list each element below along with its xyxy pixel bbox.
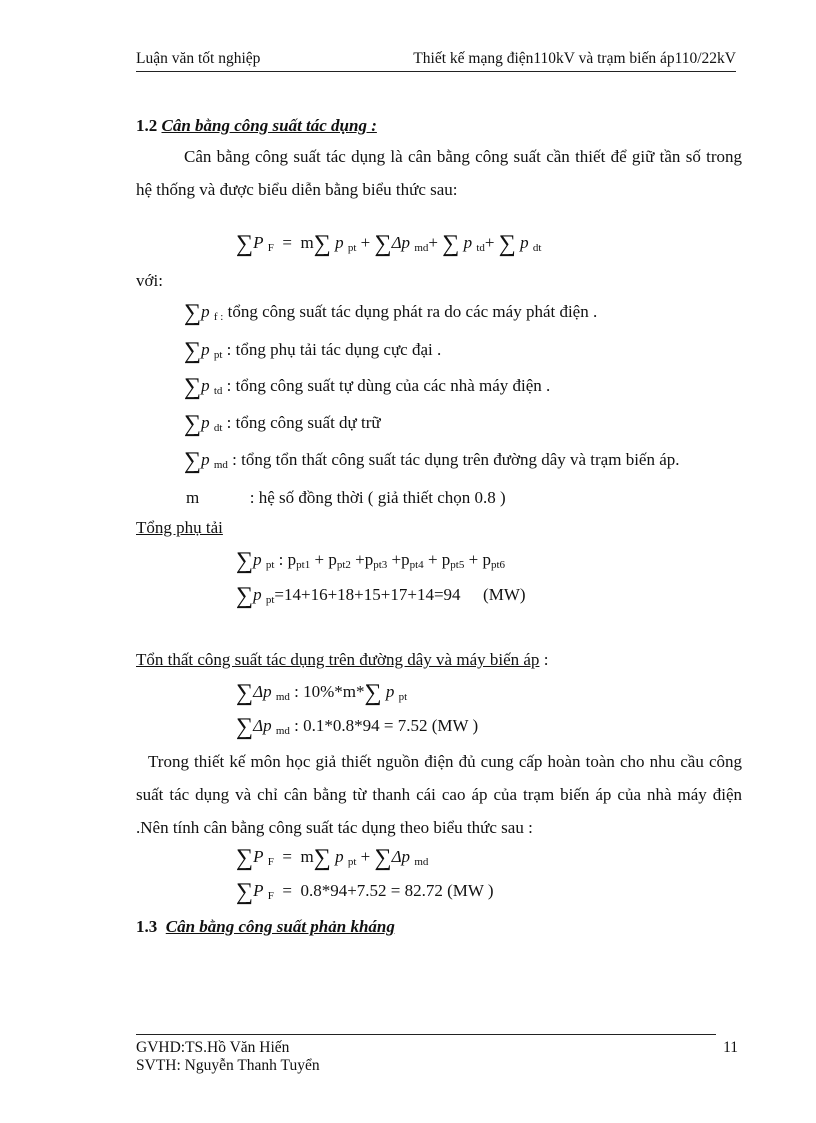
- section-1-2-heading: [136, 116, 377, 136]
- total-load-line1: ∑p pt : ppt1 + ppt2 +ppt3 +ppt4 + ppt5 + ppt6: [236, 548, 505, 574]
- section-title: Cân bằng công suất tác dụng :: [161, 116, 377, 135]
- section-number: 1.3: [136, 917, 158, 936]
- section-1-3-heading: [136, 917, 395, 937]
- paragraph-2: Trong thiết kế môn học giả thiết nguồn điện đủ cung cấp hoàn toàn cho nhu cầu công suất tác dụng và chỉ cân bằng từ thanh cái cao áp của trạm biến áp của nhà máy điện .Nên tính cân bằng công suất tác dụng theo biểu thức sau :: [136, 752, 742, 837]
- section-number: 1.2: [136, 116, 158, 135]
- intro-paragraph: Cân bằng công suất tác dụng là cân bằng công suất cần thiết để giữ tần số trong hệ thống và được biểu diễn bằng biểu thức sau:: [136, 147, 742, 199]
- final-equation-2: ∑P F = 0.8*94+7.52 = 82.72 (MW ): [236, 879, 494, 905]
- m-symbol: m: [186, 488, 200, 507]
- with-label: với:: [136, 271, 163, 290]
- definition-item: ∑p pt : tổng phụ tải tác dụng cực đại .: [184, 338, 442, 364]
- section-title: Cân bằng công suất phản kháng: [165, 917, 395, 936]
- losses-line2: ∑Δp md : 0.1*0.8*94 = 7.52 (MW ): [236, 714, 479, 740]
- m-definition: m : hệ số đồng thời ( giả thiết chọn 0.8 ): [186, 488, 506, 507]
- total-load-heading: Tổng phụ tải: [136, 518, 223, 537]
- final-equation-1: ∑P F = m∑ p pt + ∑Δp md: [236, 845, 429, 871]
- sigma-symbol: ∑: [236, 231, 254, 257]
- header-right: Thiết kế mạng điện110kV và trạm biến áp110/22kV: [413, 50, 736, 67]
- definition-item: ∑p dt : tổng công suất dự trữ: [184, 411, 381, 437]
- footer-advisor: GVHD:TS.Hồ Văn Hiến: [136, 1039, 290, 1056]
- header-rule: [136, 71, 736, 72]
- definition-item: ∑p md : tổng tổn thất công suất tác dụng trên đường dây và trạm biến áp.: [184, 448, 680, 474]
- definition-item: ∑p f : tổng công suất tác dụng phát ra do các máy phát điện .: [184, 300, 598, 326]
- page-number: 11: [723, 1039, 738, 1056]
- header-left: Luận văn tốt nghiệp: [136, 50, 261, 67]
- total-load-line2: ∑p pt=14+16+18+15+17+14=94 (MW): [236, 583, 526, 609]
- losses-heading: Tổn thất công suất tác dụng trên đường dây và máy biến áp :: [136, 650, 549, 669]
- definition-item: ∑p td : tổng công suất tự dùng của các nhà máy điện .: [184, 374, 551, 400]
- losses-line1: ∑Δp md : 10%*m*∑ p pt: [236, 680, 408, 706]
- main-equation: ∑P F = m∑ p pt + ∑Δp md+ ∑ p td+ ∑ p dt: [236, 231, 542, 257]
- footer-rule: [136, 1034, 716, 1035]
- footer-student: SVTH: Nguyễn Thanh Tuyển: [136, 1057, 320, 1074]
